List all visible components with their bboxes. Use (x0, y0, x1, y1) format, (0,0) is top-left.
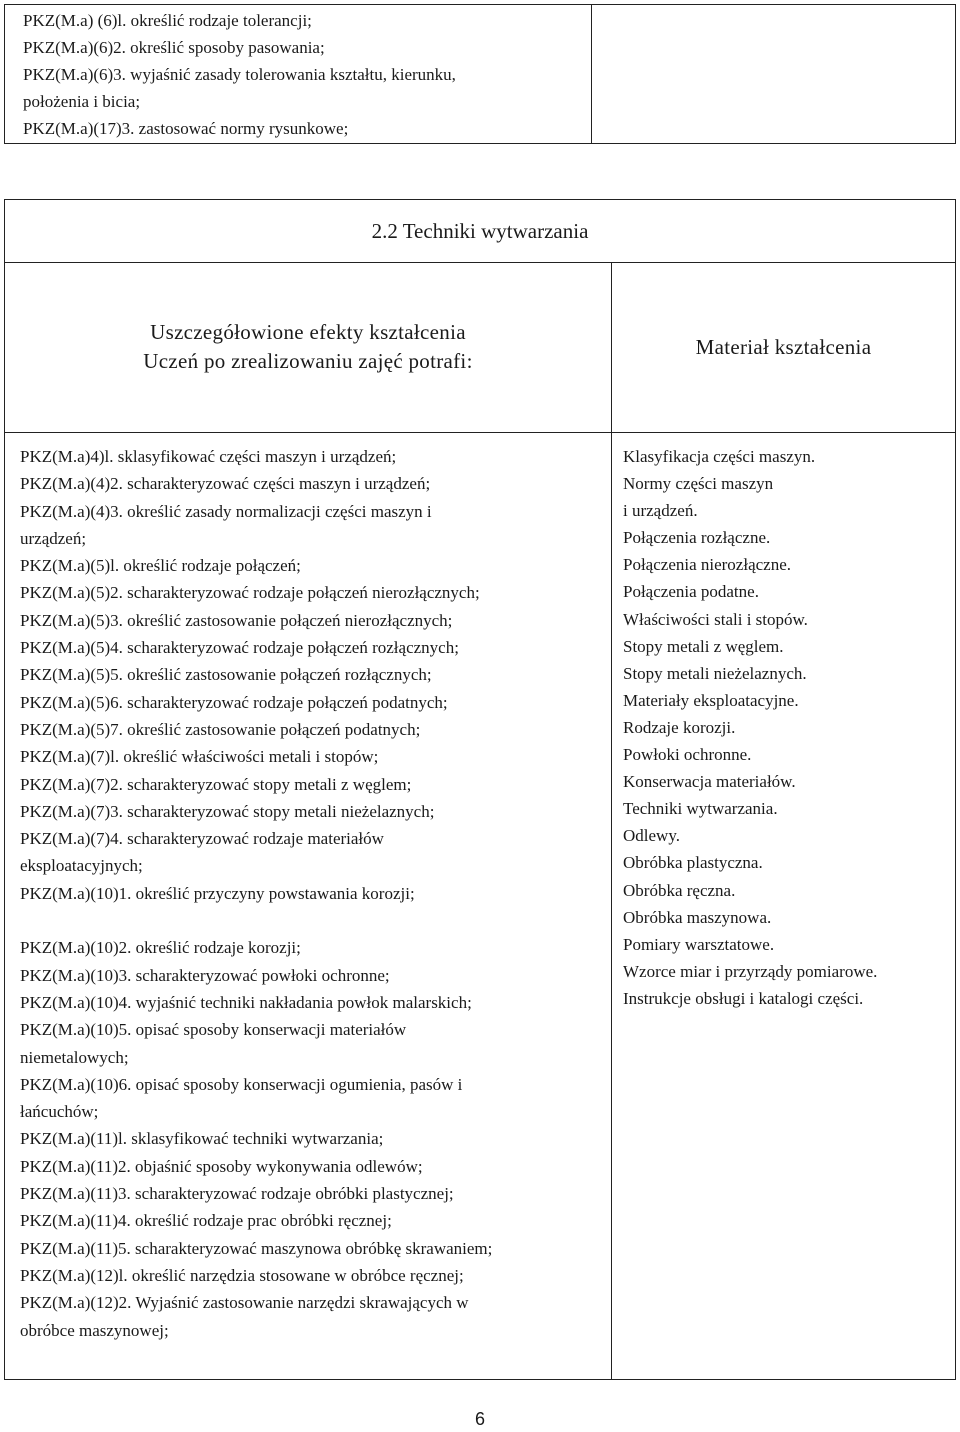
header-effects-line2: Uczeń po zrealizowaniu zajęć potrafi: (143, 349, 473, 373)
effect-line: PKZ(M.a)(5)l. określić rodzaje połączeń; (20, 556, 301, 576)
material-line: Pomiary warsztatowe. (623, 934, 775, 954)
material-line: Instrukcje obsługi i katalogi części. (623, 988, 864, 1008)
top-left-lines (23, 7, 456, 142)
material-line: Techniki wytwarzania. (623, 799, 778, 819)
effects-list (20, 443, 492, 1344)
effect-line: PKZ(M.a)(10)5. opisać sposoby konserwacji materiałów (20, 1020, 407, 1040)
effect-line: PKZ(M.a)(7)3. scharakteryzować stopy metali nieżelaznych; (20, 801, 435, 821)
effect-line: PKZ(M.a)(10)3. scharakteryzować powłoki ochronne; (20, 965, 390, 985)
material-line: Normy części maszyn (623, 474, 774, 494)
effect-line: PKZ(M.a)(10)4. wyjaśnić techniki nakładania powłok malarskich; (20, 992, 472, 1012)
top-left-line: PKZ(M.a)(17)3. zastosować normy rysunkowe; (23, 119, 349, 138)
material-line: Właściwości stali i stopów. (623, 609, 808, 629)
top-table-left-cell (4, 4, 592, 144)
effect-line: PKZ(M.a)(5)2. scharakteryzować rodzaje połączeń nierozłącznych; (20, 583, 480, 603)
effect-line: obróbce maszynowej; (20, 1320, 169, 1340)
material-line: Połączenia nierozłączne. (623, 555, 792, 575)
effect-line: PKZ(M.a)(11)l. sklasyfikować techniki wytwarzania; (20, 1129, 384, 1149)
effect-line: PKZ(M.a)(4)3. określić zasady normalizacji części maszyn i (20, 501, 432, 521)
effect-line: PKZ(M.a)(12)l. określić narzędzia stosowane w obróbce ręcznej; (20, 1265, 464, 1285)
material-line: Stopy metali z węglem. (623, 636, 784, 656)
effect-line: PKZ(M.a)(7)2. scharakteryzować stopy metali z węglem; (20, 774, 412, 794)
top-left-line: położenia i bicia; (23, 92, 141, 111)
effect-line (20, 907, 492, 934)
effect-line: urządzeń; (20, 528, 87, 548)
material-line: Powłoki ochronne. (623, 745, 752, 765)
effect-line: PKZ(M.a)(5)5. określić zastosowanie połączeń rozłącznych; (20, 665, 432, 685)
effect-line: łańcuchów; (20, 1102, 99, 1122)
material-line: Materiały eksploatacyjne. (623, 690, 799, 710)
effect-line: PKZ(M.a)(11)4. określić rodzaje prac obróbki ręcznej; (20, 1211, 392, 1231)
header-materials: Materiał kształcenia (695, 334, 872, 359)
effect-line: PKZ(M.a)(5)3. określić zastosowanie połączeń nierozłącznych; (20, 610, 453, 630)
material-line: Obróbka plastyczna. (623, 853, 763, 873)
header-effects (5, 262, 611, 432)
effect-line: PKZ(M.a)(11)2. objaśnić sposoby wykonywania odlewów; (20, 1156, 423, 1176)
top-left-line: PKZ(M.a)(6)3. wyjaśnić zasady tolerowania kształtu, kierunku, (23, 65, 456, 84)
material-line: Obróbka ręczna. (623, 880, 736, 900)
material-line: Połączenia podatne. (623, 582, 759, 602)
effect-line: PKZ(M.a)(7)4. scharakteryzować rodzaje materiałów (20, 829, 384, 849)
effect-line: PKZ(M.a)(10)6. opisać sposoby konserwacji ogumienia, pasów i (20, 1074, 463, 1094)
effect-line: PKZ(M.a)(11)3. scharakteryzować rodzaje obróbki plastycznej; (20, 1184, 454, 1204)
effect-line: PKZ(M.a)(10)1. określić przyczyny powstawania korozji; (20, 883, 415, 903)
material-line: Połączenia rozłączne. (623, 528, 771, 548)
material-line: Obróbka maszynowa. (623, 907, 772, 927)
materials-list (623, 443, 877, 1012)
top-table-right-cell (591, 4, 956, 144)
effect-line: PKZ(M.a)(10)2. określić rodzaje korozji; (20, 938, 301, 958)
section-table (4, 199, 956, 1380)
effect-line: PKZ(M.a)(7)l. określić właściwości metali i stopów; (20, 747, 379, 767)
page-number: 6 (474, 1409, 485, 1429)
header-divider (5, 432, 955, 433)
material-line: Rodzaje korozji. (623, 717, 736, 737)
effect-line: PKZ(M.a)(4)2. scharakteryzować części maszyn i urządzeń; (20, 474, 431, 494)
material-line: Konserwacja materiałów. (623, 772, 796, 792)
material-line: Klasyfikacja części maszyn. (623, 447, 816, 466)
section-title: 2.2 Techniki wytwarzania (5, 200, 955, 263)
top-left-line: PKZ(M.a) (6)l. określić rodzaje tolerancji; (23, 11, 312, 30)
material-line: Stopy metali nieżelaznych. (623, 663, 807, 683)
column-divider (611, 262, 612, 1379)
effect-line: niemetalowych; (20, 1047, 129, 1067)
material-line: Wzorce miar i przyrządy pomiarowe. (623, 961, 878, 981)
effect-line: eksploatacyjnych; (20, 856, 143, 876)
effect-line: PKZ(M.a)(5)6. scharakteryzować rodzaje połączeń podatnych; (20, 692, 448, 712)
top-left-line: PKZ(M.a)(6)2. określić sposoby pasowania; (23, 38, 325, 57)
material-line: i urządzeń. (623, 501, 698, 521)
effect-line: PKZ(M.a)4)l. sklasyfikować części maszyn i urządzeń; (20, 447, 397, 466)
effect-line: PKZ(M.a)(11)5. scharakteryzować maszynowa obróbkę skrawaniem; (20, 1238, 493, 1258)
effect-line: PKZ(M.a)(5)7. określić zastosowanie połączeń podatnych; (20, 719, 421, 739)
effect-line: PKZ(M.a)(5)4. scharakteryzować rodzaje połączeń rozłącznych; (20, 638, 459, 658)
material-line: Odlewy. (623, 826, 680, 846)
header-effects-line1: Uszczegółowione efekty kształcenia (150, 320, 466, 344)
effect-line: PKZ(M.a)(12)2. Wyjaśnić zastosowanie narzędzi skrawających w (20, 1293, 469, 1313)
